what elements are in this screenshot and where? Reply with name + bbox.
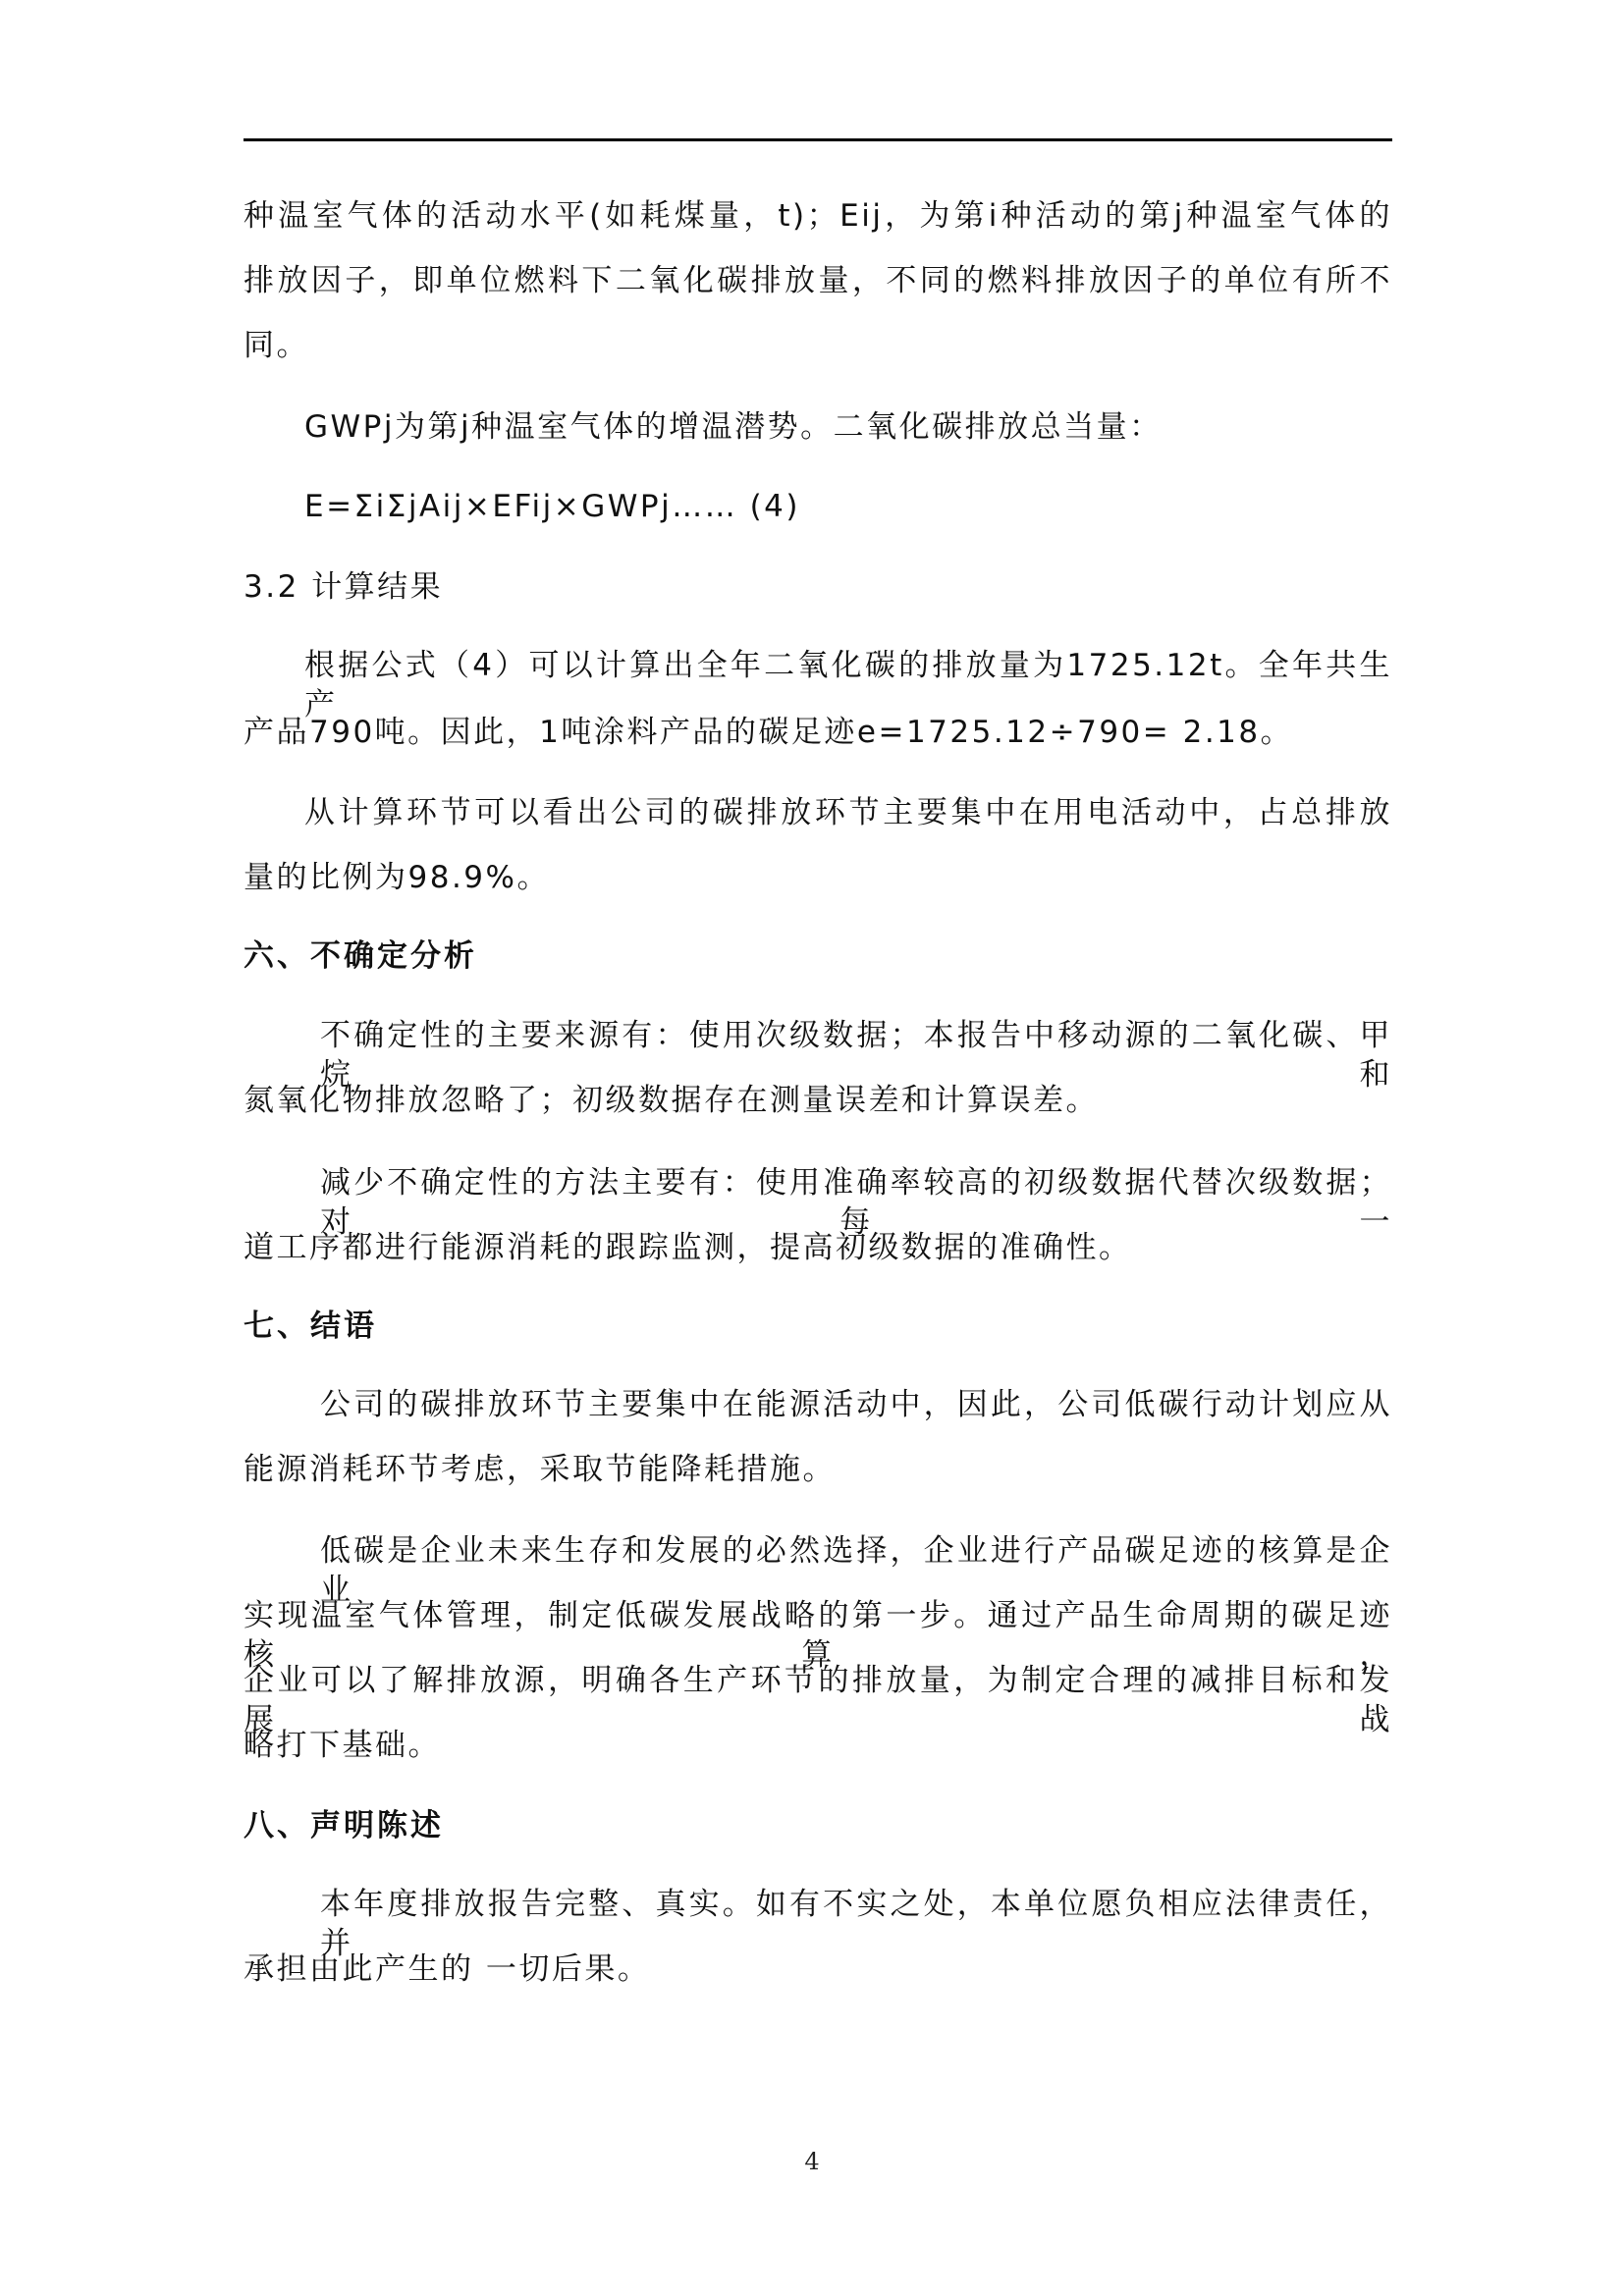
paragraph-line: 种温室气体的活动水平(如耗煤量，t)；Eij，为第i种活动的第j种温室气体的: [244, 198, 1392, 234]
paragraph-line: 量的比例为98.9%。: [244, 860, 550, 895]
section-heading-statement: 八、声明陈述: [244, 1808, 444, 1843]
paragraph-line: 排放因子，即单位燃料下二氧化碳排放量，不同的燃料排放因子的单位有所不: [244, 263, 1392, 298]
section-heading-uncertainty: 六、不确定分析: [244, 938, 477, 974]
paragraph-line: 减少不确定性的方法主要有：使用准确率较高的初级数据代替次级数据；对每一: [320, 1165, 1392, 1240]
paragraph-line: 道工序都进行能源消耗的跟踪监测，提高初级数据的准确性。: [244, 1230, 1132, 1265]
header-rule: [244, 138, 1392, 141]
paragraph-line: 从计算环节可以看出公司的碳排放环节主要集中在用电活动中，占总排放: [304, 795, 1392, 830]
paragraph-line: 根据公式（4）可以计算出全年二氧化碳的排放量为1725.12t。全年共生产: [304, 648, 1392, 722]
paragraph-line: 氮氧化物排放忽略了；初级数据存在测量误差和计算误差。: [244, 1083, 1099, 1118]
paragraph-line: 承担由此产生的 一切后果。: [244, 1951, 651, 1987]
subsection-heading: 3.2 计算结果: [244, 569, 444, 605]
paragraph-line: 能源消耗环节考虑，采取节能降耗措施。: [244, 1452, 836, 1487]
formula-line: E=ΣiΣjAij×EFij×GWPj…… (4): [304, 489, 800, 524]
paragraph-line: 产品790吨。因此，1吨涂料产品的碳足迹e=1725.12÷790= 2.18。: [244, 715, 1294, 750]
paragraph-line: 公司的碳排放环节主要集中在能源活动中，因此，公司低碳行动计划应从: [320, 1387, 1392, 1422]
paragraph-line: 本年度排放报告完整、真实。如有不实之处，本单位愿负相应法律责任，并: [320, 1887, 1392, 1961]
paragraph-line: 不确定性的主要来源有：使用次级数据；本报告中移动源的二氧化碳、甲烷和: [320, 1018, 1392, 1093]
section-heading-conclusion: 七、结语: [244, 1308, 377, 1344]
page-number: 4: [804, 2148, 820, 2175]
paragraph-line: 低碳是企业未来生存和发展的必然选择，企业进行产品碳足迹的核算是企业: [320, 1533, 1392, 1608]
paragraph-line: 实现温室气体管理，制定低碳发展战略的第一步。通过产品生命周期的碳足迹核算，: [244, 1598, 1392, 1673]
paragraph-line: 企业可以了解排放源，明确各生产环节的排放量，为制定合理的减排目标和发展战: [244, 1663, 1392, 1737]
paragraph-line: GWPj为第j种温室气体的增温潜势。二氧化碳排放总当量：: [304, 409, 1163, 445]
paragraph-line: 同。: [244, 328, 309, 363]
paragraph-line: 略打下基础。: [244, 1728, 441, 1763]
